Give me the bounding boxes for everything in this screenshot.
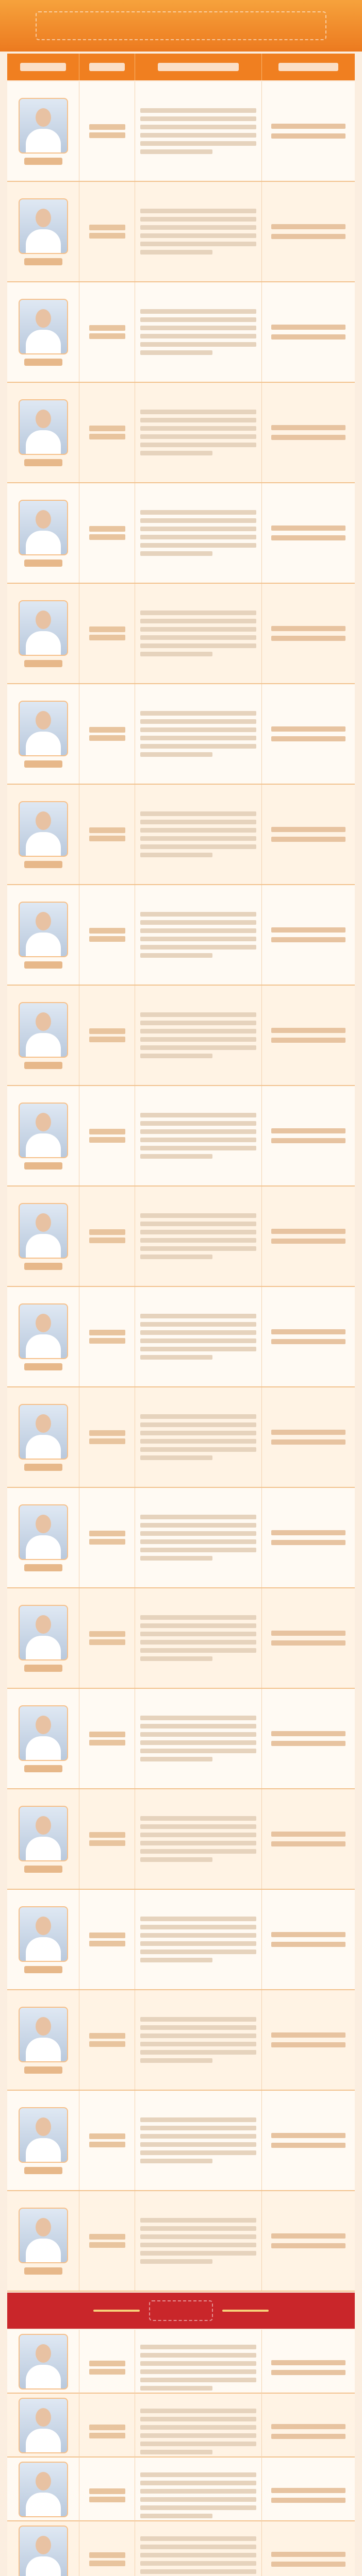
doctor-photo	[19, 500, 68, 555]
schedule-cell	[262, 1086, 355, 1185]
title-cell	[79, 2191, 135, 2291]
title-cell	[79, 2521, 135, 2576]
doctor-specialty	[138, 105, 258, 158]
doctor-schedule	[271, 923, 345, 947]
specialty-cell	[135, 1588, 262, 1688]
doctor-row	[7, 2521, 355, 2576]
title-cell	[79, 1086, 135, 1185]
name-cell	[7, 1689, 79, 1788]
doctor-title	[89, 2030, 125, 2049]
doctor-specialty	[138, 1812, 258, 1866]
doctor-name	[24, 1564, 62, 1571]
doctor-title	[89, 825, 125, 844]
title-cell	[79, 81, 135, 181]
schedule-cell	[262, 1990, 355, 2090]
specialty-cell	[135, 1387, 262, 1487]
doctor-schedule	[271, 521, 345, 545]
doctor-schedule	[271, 2229, 345, 2253]
doctor-specialty	[138, 2341, 258, 2394]
doctor-title	[89, 1528, 125, 1547]
doctor-title	[89, 1930, 125, 1949]
doctor-photo	[19, 2526, 68, 2576]
header-schedule	[262, 54, 355, 80]
title-cell	[79, 1387, 135, 1487]
specialty-cell	[135, 483, 262, 583]
specialty-cell	[135, 383, 262, 482]
doctor-name	[24, 258, 62, 265]
specialty-cell	[135, 1890, 262, 1989]
schedule-cell	[262, 684, 355, 784]
title-cell	[79, 1789, 135, 1889]
doctor-specialty	[138, 1411, 258, 1464]
doctor-specialty	[138, 1210, 258, 1263]
doctor-name	[24, 459, 62, 466]
title-cell	[79, 584, 135, 683]
name-cell	[7, 81, 79, 181]
schedule-cell	[262, 1588, 355, 1688]
schedule-cell	[262, 1488, 355, 1587]
doctor-row	[7, 483, 355, 584]
doctor-schedule	[271, 320, 345, 344]
doctor-schedule	[271, 119, 345, 143]
schedule-cell	[262, 182, 355, 281]
title-cell	[79, 282, 135, 382]
doctor-specialty	[138, 607, 258, 660]
specialty-cell	[135, 81, 262, 181]
title-cell	[79, 1488, 135, 1587]
doctor-name	[24, 760, 62, 768]
doctor-row	[7, 1387, 355, 1488]
doctor-row	[7, 986, 355, 1086]
title-cell	[79, 2091, 135, 2190]
doctor-row	[7, 2330, 355, 2394]
title-cell	[79, 986, 135, 1085]
doctor-title	[89, 2550, 125, 2569]
doctor-name	[24, 560, 62, 567]
specialty-cell	[135, 986, 262, 1085]
specialty-cell	[135, 2521, 262, 2576]
title-cell	[79, 1187, 135, 1286]
doctor-row	[7, 684, 355, 785]
doctor-photo	[19, 198, 68, 254]
doctor-row	[7, 2091, 355, 2191]
doctor-title	[89, 1126, 125, 1145]
name-cell	[7, 1890, 79, 1989]
doctor-row	[7, 1689, 355, 1789]
name-cell	[7, 986, 79, 1085]
name-cell	[7, 282, 79, 382]
doctor-name	[24, 1765, 62, 1772]
doctor-specialty	[138, 2114, 258, 2167]
doctor-specialty	[138, 2533, 258, 2576]
doctor-schedule	[271, 1023, 345, 1047]
name-cell	[7, 1086, 79, 1185]
schedule-cell	[262, 1187, 355, 1286]
doctor-photo	[19, 1605, 68, 1660]
doctor-schedule	[271, 822, 345, 846]
doctor-title	[89, 724, 125, 743]
name-cell	[7, 2521, 79, 2576]
community-section-banner	[7, 2293, 355, 2329]
doctor-schedule	[271, 722, 345, 746]
title-cell	[79, 785, 135, 884]
title-cell	[79, 885, 135, 985]
doctor-title	[89, 1327, 125, 1346]
doctor-schedule	[271, 2419, 345, 2444]
name-cell	[7, 182, 79, 281]
doctor-photo	[19, 2107, 68, 2163]
doctor-title	[89, 2131, 125, 2150]
doctor-name	[24, 1363, 62, 1370]
doctor-photo	[19, 1404, 68, 1460]
specialty-cell	[135, 182, 262, 281]
doctor-name	[24, 2167, 62, 2174]
doctor-schedule	[271, 2128, 345, 2153]
title-cell	[79, 1990, 135, 2090]
doctor-schedule	[271, 1325, 345, 1349]
doctor-schedule	[271, 1927, 345, 1952]
specialty-cell	[135, 1789, 262, 1889]
name-cell	[7, 1488, 79, 1587]
doctor-schedule	[271, 1425, 345, 1449]
doctor-schedule	[271, 219, 345, 244]
name-cell	[7, 1287, 79, 1386]
name-cell	[7, 1588, 79, 1688]
doctor-photo	[19, 2208, 68, 2263]
community-section-title	[149, 2300, 213, 2321]
doctor-specialty	[138, 2405, 258, 2458]
doctor-row	[7, 2191, 355, 2292]
title-cell	[79, 483, 135, 583]
doctor-specialty	[138, 707, 258, 760]
specialty-cell	[135, 2091, 262, 2190]
name-cell	[7, 483, 79, 583]
name-cell	[7, 684, 79, 784]
schedule-cell	[262, 2191, 355, 2291]
title-cell	[79, 383, 135, 482]
doctor-photo	[19, 701, 68, 756]
doctor-title	[89, 1829, 125, 1849]
doctor-specialty	[138, 808, 258, 861]
schedule-cell	[262, 282, 355, 382]
doctor-name	[24, 1966, 62, 1973]
doctor-schedule	[271, 1124, 345, 1148]
doctor-specialty	[138, 506, 258, 560]
doctor-schedule	[271, 1726, 345, 1751]
doctor-photo	[19, 1806, 68, 1861]
name-cell	[7, 785, 79, 884]
specialty-cell	[135, 2191, 262, 2291]
doctor-schedule	[271, 2483, 345, 2507]
doctor-schedule	[271, 420, 345, 445]
doctor-row	[7, 1890, 355, 1990]
doctor-specialty	[138, 406, 258, 459]
table-header-row	[7, 54, 355, 80]
specialty-cell	[135, 1990, 262, 2090]
doctor-schedule	[271, 1626, 345, 1650]
doctor-photo	[19, 1203, 68, 1259]
doctor-name	[24, 1866, 62, 1873]
doctor-photo	[19, 1906, 68, 1962]
doctor-name	[24, 1062, 62, 1069]
specialty-cell	[135, 1488, 262, 1587]
doctor-row	[7, 81, 355, 182]
doctor-photo	[19, 1303, 68, 1359]
doctor-title	[89, 323, 125, 342]
specialty-cell	[135, 1086, 262, 1185]
doctor-specialty	[138, 2013, 258, 2066]
doctor-title	[89, 1428, 125, 1447]
ornament-right	[222, 2310, 269, 2312]
title-banner	[0, 0, 362, 52]
doctor-row	[7, 282, 355, 383]
doctor-row	[7, 182, 355, 282]
doctor-name	[24, 1263, 62, 1270]
doctor-schedule	[271, 2355, 345, 2380]
schedule-cell	[262, 785, 355, 884]
specialty-cell	[135, 584, 262, 683]
doctor-row	[7, 1187, 355, 1287]
name-cell	[7, 2191, 79, 2291]
doctor-row	[7, 1086, 355, 1187]
title-cell	[79, 1287, 135, 1386]
title-cell	[79, 1689, 135, 1788]
schedule-cell	[262, 1287, 355, 1386]
schedule-cell	[262, 986, 355, 1085]
doctor-schedule	[271, 1224, 345, 1248]
doctor-title	[89, 1227, 125, 1246]
doctor-photo	[19, 98, 68, 154]
doctor-specialty	[138, 2469, 258, 2522]
header-specialty	[135, 54, 262, 80]
doctor-row	[7, 1287, 355, 1387]
doctor-specialty	[138, 1511, 258, 1564]
title-cell	[79, 182, 135, 281]
doctor-schedule	[271, 1526, 345, 1550]
doctor-name	[24, 1464, 62, 1471]
doctor-row	[7, 584, 355, 684]
doctor-title	[89, 523, 125, 543]
doctor-row	[7, 885, 355, 986]
name-cell	[7, 383, 79, 482]
doctor-title	[89, 1729, 125, 1748]
doctor-specialty	[138, 1109, 258, 1162]
doctor-name	[24, 158, 62, 165]
name-cell	[7, 584, 79, 683]
name-cell	[7, 1990, 79, 2090]
doctor-photo	[19, 1705, 68, 1761]
header-title	[79, 54, 135, 80]
doctor-row	[7, 1789, 355, 1890]
doctor-photo	[19, 600, 68, 656]
doctor-photo	[19, 1504, 68, 1560]
schedule-cell	[262, 1890, 355, 1989]
doctor-title	[89, 2231, 125, 2250]
doctor-photo	[19, 801, 68, 857]
doctor-schedule	[271, 621, 345, 646]
doctor-specialty	[138, 1913, 258, 1966]
specialty-cell	[135, 885, 262, 985]
doctor-title	[89, 2486, 125, 2505]
doctor-title	[89, 624, 125, 643]
doctor-row	[7, 383, 355, 483]
doctor-schedule	[271, 1827, 345, 1851]
schedule-cell	[262, 483, 355, 583]
doctor-photo	[19, 2462, 68, 2517]
schedule-cell	[262, 1387, 355, 1487]
doctor-photo	[19, 299, 68, 354]
schedule-cell	[262, 885, 355, 985]
doctor-title	[89, 925, 125, 944]
specialty-cell	[135, 785, 262, 884]
doctor-specialty	[138, 1612, 258, 1665]
doctor-photo	[19, 1002, 68, 1058]
doctor-specialty	[138, 2214, 258, 2267]
doctor-row	[7, 2458, 355, 2521]
doctor-name	[24, 861, 62, 868]
title-cell	[79, 1890, 135, 1989]
name-cell	[7, 1789, 79, 1889]
specialty-cell	[135, 1287, 262, 1386]
title-cell	[79, 684, 135, 784]
doctor-title	[89, 2422, 125, 2441]
doctor-specialty	[138, 1712, 258, 1765]
doctor-name	[24, 1665, 62, 1672]
name-cell	[7, 2091, 79, 2190]
doctor-title	[89, 122, 125, 141]
name-cell	[7, 1187, 79, 1286]
doctor-specialty	[138, 1009, 258, 1062]
schedule-cell	[262, 2091, 355, 2190]
schedule-cell	[262, 2521, 355, 2576]
doctor-specialty	[138, 908, 258, 961]
schedule-cell	[262, 383, 355, 482]
header-name	[7, 54, 79, 80]
schedule-cell	[262, 584, 355, 683]
doctor-photo	[19, 902, 68, 957]
doctor-photo	[19, 1103, 68, 1158]
doctor-row	[7, 785, 355, 885]
doctor-specialty	[138, 205, 258, 258]
doctor-name	[24, 1162, 62, 1170]
specialty-cell	[135, 1187, 262, 1286]
doctor-row	[7, 2394, 355, 2458]
name-cell	[7, 885, 79, 985]
doctor-name	[24, 660, 62, 667]
doctor-name	[24, 2267, 62, 2275]
doctor-photo	[19, 2007, 68, 2062]
specialty-cell	[135, 282, 262, 382]
doctor-title	[89, 2358, 125, 2377]
doctor-name	[24, 961, 62, 969]
schedule-cell	[262, 1789, 355, 1889]
schedule-cell	[262, 81, 355, 181]
doctor-name	[24, 2066, 62, 2074]
doctor-schedule	[271, 2547, 345, 2571]
page-title	[36, 11, 326, 40]
doctor-row	[7, 1488, 355, 1588]
doctor-specialty	[138, 306, 258, 359]
doctor-title	[89, 1026, 125, 1045]
doctor-schedule	[271, 2028, 345, 2052]
doctor-title	[89, 423, 125, 442]
doctor-title	[89, 1629, 125, 1648]
name-cell	[7, 1387, 79, 1487]
title-cell	[79, 1588, 135, 1688]
doctor-row	[7, 1588, 355, 1689]
doctor-photo	[19, 399, 68, 455]
schedule-cell	[262, 1689, 355, 1788]
doctor-photo	[19, 2398, 68, 2453]
specialty-cell	[135, 684, 262, 784]
doctor-row	[7, 1990, 355, 2091]
ornament-left	[93, 2310, 140, 2312]
specialty-cell	[135, 1689, 262, 1788]
doctor-specialty	[138, 1310, 258, 1363]
doctor-title	[89, 222, 125, 241]
doctor-photo	[19, 2334, 68, 2389]
doctor-name	[24, 359, 62, 366]
